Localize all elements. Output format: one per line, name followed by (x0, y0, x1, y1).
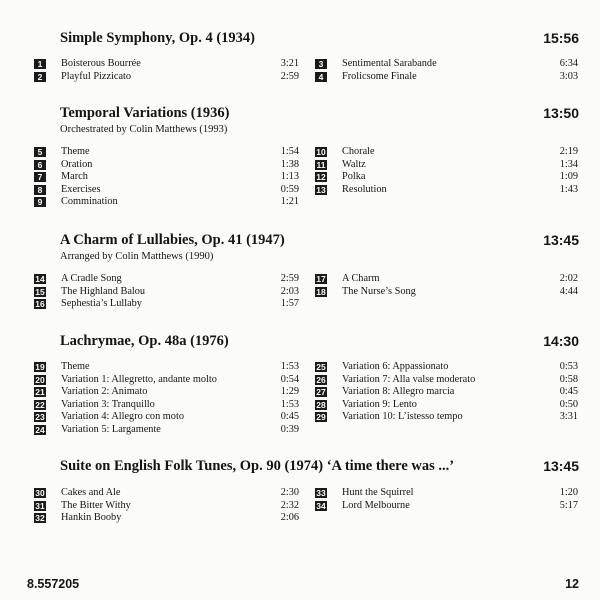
track-column-left (34, 361, 299, 437)
track-column-left (34, 273, 299, 311)
track-number-badge: 29 (316, 412, 326, 423)
track-number-badge: 16 (35, 299, 45, 310)
track-duration: 2:59 (280, 273, 299, 284)
track-title: Resolution (342, 183, 387, 195)
track-duration: 2:03 (280, 285, 299, 297)
track-duration: 3:03 (559, 70, 578, 82)
work-arranger-note: Arranged by Colin Matthews (1990) (60, 251, 214, 262)
track-row (315, 171, 578, 184)
track-column-left (34, 487, 299, 525)
track-row (315, 411, 578, 424)
track-column-right (315, 273, 578, 298)
track-number-badge: 34 (316, 500, 326, 511)
track-title: Variation 4: Allegro con moto (61, 411, 184, 423)
track-row (315, 184, 578, 197)
track-duration: 3:31 (559, 411, 578, 423)
track-title: Variation 5: Largamente (61, 423, 161, 435)
track-title: Variation 3: Tranquillo (61, 398, 155, 410)
track-number-badge: 9 (34, 197, 46, 207)
track-row (34, 286, 299, 299)
track-duration: 1:13 (280, 171, 299, 183)
track-number-badge: 21 (35, 387, 45, 398)
track-title: Boisterous Bourrée (61, 58, 141, 69)
track-column-right (315, 487, 578, 512)
track-row (315, 159, 578, 172)
track-column-left (34, 58, 299, 83)
track-number-badge: 4 (315, 72, 327, 82)
work-title: Suite on English Folk Tunes, Op. 90 (1974) ‘A time there was ...’ (60, 458, 455, 474)
track-title: A Cradle Song (61, 273, 122, 284)
track-row (315, 58, 578, 71)
track-row (315, 374, 578, 387)
track-duration: 0:45 (280, 411, 299, 423)
track-title: March (61, 171, 88, 183)
track-duration: 1:57 (280, 298, 299, 310)
track-title: Variation 6: Appassionato (342, 361, 449, 372)
track-duration: 0:58 (559, 373, 578, 385)
track-title: Oration (61, 158, 93, 170)
track-row (34, 411, 299, 424)
track-row (34, 386, 299, 399)
track-title: Exercises (61, 183, 101, 195)
track-number-badge: 25 (316, 362, 326, 372)
track-row (34, 159, 299, 172)
track-row (315, 146, 578, 159)
track-duration: 1:54 (280, 146, 299, 157)
track-column-right (315, 146, 578, 196)
track-duration: 1:38 (280, 158, 299, 170)
track-row (34, 184, 299, 197)
track-duration: 2:32 (280, 499, 299, 511)
track-title: Chorale (342, 146, 375, 157)
track-number-badge: 6 (34, 160, 46, 170)
track-row (315, 487, 578, 500)
track-column-left (34, 146, 299, 209)
work-title: Lachrymae, Op. 48a (1976) (60, 333, 229, 349)
track-row (315, 399, 578, 412)
track-duration: 0:54 (280, 373, 299, 385)
track-row (34, 196, 299, 209)
track-number-badge: 20 (35, 374, 45, 385)
track-number-badge: 10 (316, 147, 326, 157)
track-title: Sephestia’s Lullaby (61, 298, 142, 310)
track-title: Playful Pizzicato (61, 70, 132, 82)
track-row (34, 361, 299, 374)
track-number-badge: 3 (315, 59, 327, 69)
track-title: Variation 10: L’istesso tempo (342, 411, 463, 423)
track-duration: 0:39 (280, 423, 299, 435)
work-arranger-note: Orchestrated by Colin Matthews (1993) (60, 124, 228, 135)
track-row (34, 512, 299, 525)
track-number-badge: 22 (35, 399, 45, 410)
track-number-badge: 18 (316, 286, 326, 297)
track-row (34, 298, 299, 311)
track-duration: 4:44 (559, 285, 578, 297)
track-duration: 3:21 (280, 58, 299, 69)
track-title: A Charm (342, 273, 380, 284)
track-title: Variation 8: Allegro marcia (342, 386, 455, 398)
track-title: The Highland Balou (61, 285, 146, 297)
track-title: Hunt the Squirrel (342, 487, 414, 498)
track-title: Waltz (342, 158, 366, 170)
track-duration: 2:30 (280, 487, 299, 498)
track-duration: 1:09 (559, 171, 578, 183)
track-row (315, 71, 578, 84)
track-number-badge: 1 (34, 59, 46, 69)
track-title: Variation 9: Lento (342, 398, 417, 410)
track-row (34, 399, 299, 412)
track-number-badge: 26 (316, 374, 326, 385)
track-duration: 5:17 (559, 499, 578, 511)
track-row (34, 146, 299, 159)
work-title: Simple Symphony, Op. 4 (1934) (60, 30, 255, 46)
track-title: Hankin Booby (61, 512, 122, 524)
track-duration: 1:34 (559, 158, 578, 170)
track-number-badge: 27 (316, 387, 326, 398)
track-title: Theme (61, 146, 90, 157)
track-row (34, 273, 299, 286)
track-row (34, 171, 299, 184)
track-row (34, 71, 299, 84)
work-duration: 15:56 (543, 30, 579, 46)
track-row (34, 374, 299, 387)
track-duration: 2:02 (559, 273, 578, 284)
track-title: Lord Melbourne (342, 499, 410, 511)
track-title: The Bitter Withy (61, 499, 131, 511)
track-number-badge: 30 (35, 488, 45, 498)
track-title: Cakes and Ale (61, 487, 121, 498)
track-row (34, 424, 299, 437)
track-row (315, 361, 578, 374)
work-title: Temporal Variations (1936) (60, 105, 230, 121)
track-title: Theme (61, 361, 90, 372)
track-row (34, 487, 299, 500)
track-row (315, 386, 578, 399)
track-duration: 2:59 (280, 70, 299, 82)
track-number-badge: 5 (34, 147, 46, 157)
track-row (34, 500, 299, 513)
track-duration: 1:53 (280, 398, 299, 410)
track-row (34, 58, 299, 71)
track-number-badge: 2 (34, 72, 46, 82)
track-number-badge: 7 (34, 172, 46, 182)
track-duration: 0:53 (559, 361, 578, 372)
work-duration: 13:50 (543, 105, 579, 121)
track-number-badge: 23 (35, 412, 45, 423)
work-duration: 14:30 (543, 333, 579, 349)
track-number-badge: 24 (35, 424, 45, 435)
track-duration: 0:59 (280, 183, 299, 195)
track-number-badge: 19 (35, 362, 45, 372)
track-row (315, 500, 578, 513)
work-duration: 13:45 (543, 232, 579, 248)
track-duration: 2:19 (559, 146, 578, 157)
track-duration: 6:34 (559, 58, 578, 69)
track-duration: 1:53 (280, 361, 299, 372)
track-title: Frolicsome Finale (342, 70, 417, 82)
work-duration: 13:45 (543, 458, 579, 474)
track-number-badge: 28 (316, 399, 326, 410)
track-number-badge: 12 (316, 172, 326, 183)
track-number-badge: 13 (316, 184, 326, 195)
track-title: Sentimental Sarabande (342, 58, 437, 69)
catalogue-number: 8.557205 (27, 577, 80, 591)
track-duration: 1:20 (559, 487, 578, 498)
track-title: Variation 2: Animato (61, 386, 148, 398)
page-number: 12 (565, 577, 579, 591)
track-column-right (315, 361, 578, 424)
track-title: Commination (61, 196, 118, 208)
work-title: A Charm of Lullabies, Op. 41 (1947) (60, 232, 285, 248)
track-number-badge: 31 (35, 500, 45, 511)
track-duration: 1:43 (559, 183, 578, 195)
track-duration: 0:45 (559, 386, 578, 398)
track-title: Variation 1: Allegretto, andante molto (61, 373, 217, 385)
track-title: The Nurse’s Song (342, 285, 416, 297)
track-duration: 1:29 (280, 386, 299, 398)
track-number-badge: 15 (35, 286, 45, 297)
track-title: Variation 7: Alla valse moderato (342, 373, 476, 385)
track-row (315, 273, 578, 286)
track-row (315, 286, 578, 299)
track-number-badge: 17 (316, 274, 326, 284)
track-duration: 1:21 (280, 196, 299, 208)
track-number-badge: 8 (34, 185, 46, 195)
track-column-right (315, 58, 578, 83)
track-number-badge: 33 (316, 488, 326, 498)
track-title: Polka (342, 171, 366, 183)
track-duration: 0:50 (559, 398, 578, 410)
track-number-badge: 14 (35, 274, 45, 284)
track-number-badge: 11 (316, 159, 326, 170)
track-number-badge: 32 (35, 513, 45, 524)
track-duration: 2:06 (280, 512, 299, 524)
